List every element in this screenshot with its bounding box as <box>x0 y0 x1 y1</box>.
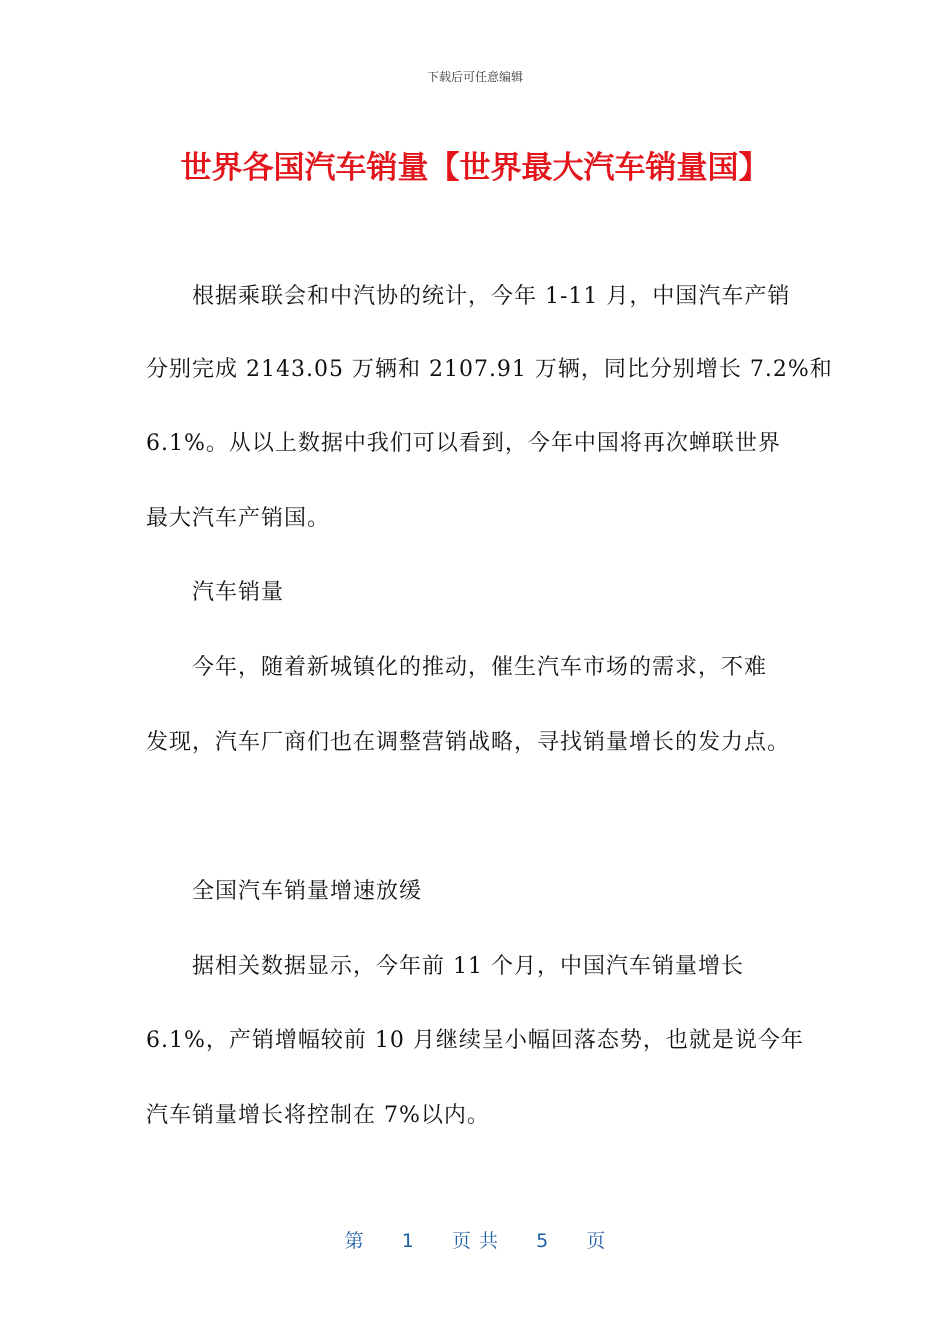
document-title: 世界各国汽车销量【世界最大汽车销量国】 <box>180 150 770 186</box>
header-note: 下载后可任意编辑 <box>426 70 523 84</box>
paragraph-line: 根据乘联会和中汽协的统计，今年 1-11 月，中国汽车产销 <box>192 284 791 309</box>
current-page-number: 1 <box>401 1230 414 1252</box>
footer-suffix: 页 <box>586 1230 606 1252</box>
paragraph-line: 今年，随着新城镇化的推动，催生汽车市场的需求，不难 <box>192 655 768 680</box>
paragraph-line: 据相关数据显示，今年前 11 个月，中国汽车销量增长 <box>192 954 744 979</box>
section-heading: 汽车销量 <box>192 580 285 605</box>
page-footer <box>0 1226 950 1253</box>
paragraph-line: 6.1%，产销增幅较前 10 月继续呈小幅回落态势，也就是说今年 <box>146 1028 804 1053</box>
paragraph-line: 汽车销量增长将控制在 7%以内。 <box>146 1103 490 1128</box>
footer-prefix: 第 <box>344 1230 364 1252</box>
paragraph-line: 分别完成 2143.05 万辆和 2107.91 万辆，同比分别增长 7.2%和 <box>146 357 833 382</box>
paragraph-line: 最大汽车产销国。 <box>146 506 331 531</box>
paragraph-line: 6.1%。从以上数据中我们可以看到，今年中国将再次蝉联世界 <box>146 431 781 456</box>
total-pages-number: 5 <box>536 1230 549 1252</box>
footer-middle: 页 共 <box>451 1230 499 1252</box>
paragraph-line: 发现，汽车厂商们也在调整营销战略，寻找销量增长的发力点。 <box>146 730 791 755</box>
section-heading: 全国汽车销量增速放缓 <box>192 879 423 904</box>
